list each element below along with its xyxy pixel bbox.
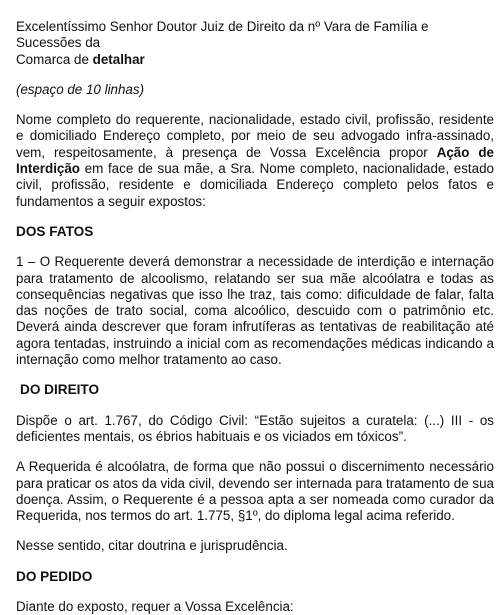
court-address-placeholder: detalhar: [92, 51, 145, 67]
pedido-paragraph: Diante do exposto, requer a Vossa Excelência:: [16, 599, 294, 615]
direito-paragraph-3: Nesse sentido, citar doutrina e jurisprudência.: [16, 538, 288, 554]
section-heading-fatos: DOS FATOS: [16, 223, 94, 239]
action-title: Ação de Interdição: [16, 144, 495, 177]
section-heading-pedido: DO PEDIDO: [16, 568, 93, 584]
section-heading-direito: DO DIREITO: [20, 382, 100, 398]
intro-text-part1: Nome completo do requerente, nacionalidade, estado civil, profissão, residente e domiciliado Endereço completo, por meio de seu advogado infra-assinado, vem, respeitosamente, à presença de Vossa Excelência propor: [16, 112, 494, 160]
intro-paragraph: [16, 112, 494, 210]
court-address-line2-prefix: Comarca de: [16, 51, 93, 67]
spacing-note: [16, 82, 494, 98]
court-address-line1: Excelentíssimo Senhor Doutor Juiz de Direito da nº Vara de Família e Sucessões da: [16, 19, 429, 51]
spacing-note-text: (espaço de 10 linhas): [16, 81, 145, 97]
direito-paragraph-2: A Requerida é alcoólatra, de forma que não possui o discernimento necessário para praticar os atos da vida civil, devendo ser internada para tratamento de sua doença. Assim, o Requerente é a pessoa apta a ser nomeada como curador da Requerida, nos termos do art. 1.775, §1º, do diploma legal acima referido.: [16, 459, 494, 524]
document-page: [16, 19, 494, 615]
intro-text-part2: em face de sua mãe, a Sra. Nome completo, nacionalidade, estado civil, profissão, residente e domiciliada Endereço completo pelos fatos e fundamentos a seguir expostos:: [16, 161, 494, 209]
fatos-paragraph: 1 – O Requerente deverá demonstrar a necessidade de interdição e internação para tratamento de alcoolismo, relatando ser sua mãe alcoólatra e todas as consequências negativas que isso lhe traz, tais como: dificuldade de falar, falta das noções de trato social, coma alcoólico, descuido com o patrimônio etc. Deverá ainda descrever que foram infrutíferas as tentativas de reabilitação até agora tentadas, instruindo a inicial com as recomendações médicas indicando a internação como melhor tratamento ao caso.: [16, 254, 494, 368]
direito-paragraph-1: Dispõe o art. 1.767, do Código Civil: “Estão sujeitos a curatela: (...) III - os deficientes mentais, os ébrios habituais e os viciados em tóxicos”.: [16, 412, 494, 444]
court-address: [16, 19, 494, 68]
